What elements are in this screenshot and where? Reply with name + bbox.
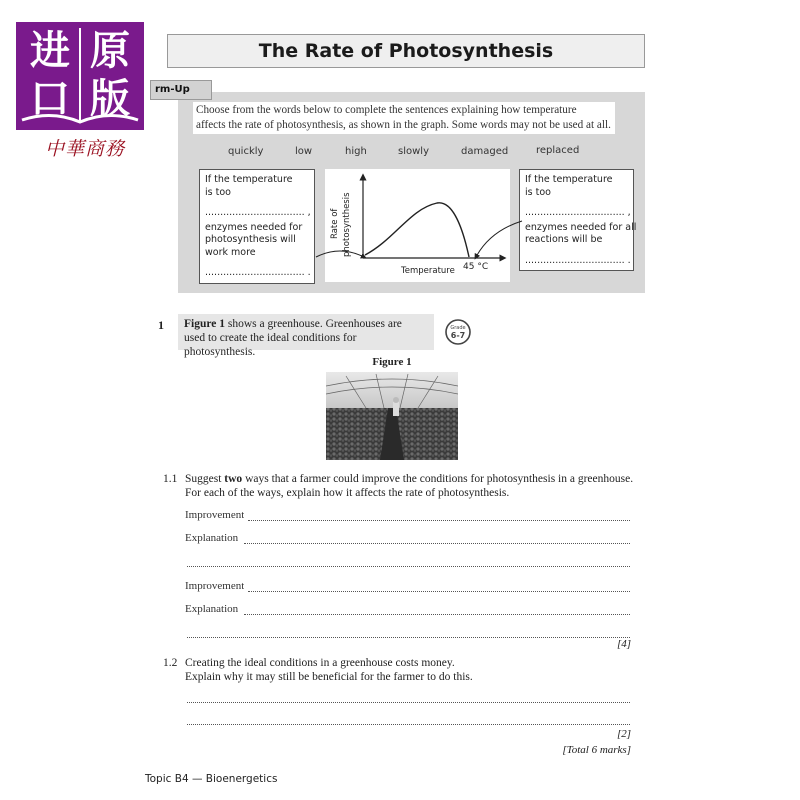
answer-blank[interactable]: ................................. . [205, 267, 311, 278]
word-option: high [345, 146, 367, 157]
logo-char: 原 [90, 28, 130, 74]
x-axis-label: Temperature [401, 266, 455, 276]
word-option: damaged [461, 146, 509, 157]
emphasis: two [224, 473, 243, 485]
subquestion-line: For each of the ways, explain how it affects the rate of photosynthesis. [185, 487, 510, 499]
book-icon [16, 22, 144, 130]
publisher-logo [16, 22, 144, 130]
box-line: is too [525, 186, 551, 198]
figure-ref: Figure 1 [184, 318, 225, 330]
y-axis-label: Rate of [330, 208, 340, 239]
subquestion-text: Suggest two ways that a farmer could improve the conditions for photosynthesis in a greenhouse. For each of the ways, explain how it affects the rate of photosynthesis. [185, 473, 634, 499]
page-title: The Rate of Photosynthesis [167, 34, 645, 68]
question-number: 1 [158, 318, 164, 332]
answer-blank[interactable]: ................................. , [205, 207, 311, 218]
instructions-line: Choose from the words below to complete the sentences explaining how temperature [196, 104, 577, 116]
box-line: enzymes needed for all [525, 221, 637, 233]
total-marks-label: [Total 6 marks] [562, 744, 631, 756]
figure-title: Figure 1 [372, 356, 412, 368]
box-line: work more [205, 246, 256, 258]
arrow-icon [476, 221, 522, 257]
connector-arrows [300, 215, 540, 275]
peak-temperature-label: 45 °C [463, 262, 489, 272]
answer-line[interactable] [244, 614, 630, 615]
answer-line[interactable] [187, 702, 630, 703]
box-line: If the temperature [525, 174, 613, 185]
box-line: is too [205, 186, 231, 198]
intro-text: shows a greenhouse. Greenhouses are [225, 318, 402, 330]
answer-line[interactable] [248, 520, 630, 521]
answer-line[interactable] [187, 724, 630, 725]
answer-line[interactable] [244, 543, 630, 544]
logo-char: 版 [90, 76, 130, 122]
warmup-tab: rm-Up [150, 80, 212, 100]
intro-text: used to create the ideal conditions for photosynthesis. [184, 332, 357, 358]
grade-value: 6-7 [450, 331, 466, 340]
word-option: slowly [398, 146, 429, 157]
question-intro [178, 314, 434, 358]
logo-tagline: 中華商務 [44, 138, 125, 160]
arrow-icon [316, 251, 364, 257]
marks-label: [4] [616, 638, 631, 650]
page-footer: Topic B4 — Bioenergetics [145, 773, 278, 785]
box-line: enzymes needed for [205, 221, 303, 233]
instructions-line: affects the rate of photosynthesis, as shown in the graph. Some words may not be used at all. [196, 119, 611, 131]
word-option: replaced [536, 145, 580, 156]
y-axis-label: photosynthesis [342, 192, 352, 257]
answer-blank[interactable]: ................................. , [525, 207, 631, 218]
subquestion-line: Explain why it may still be beneficial for the farmer to do this. [185, 671, 473, 683]
left-sentence-box [199, 169, 315, 284]
subquestion-number: 1.1 [163, 473, 178, 485]
logo-char: 口 [30, 76, 70, 122]
grade-badge-icon [444, 318, 472, 346]
logo-char: 进 [30, 28, 70, 74]
answer-blank[interactable]: ................................. . [525, 254, 631, 266]
word-option: low [295, 146, 313, 157]
improvement-label: Improvement [185, 580, 245, 592]
explanation-label: Explanation [185, 532, 239, 544]
box-line: photosynthesis will [205, 234, 296, 245]
box-line: If the temperature [205, 174, 293, 185]
word-option: quickly [228, 146, 264, 157]
answer-line[interactable] [187, 566, 630, 567]
subquestion-line: Creating the ideal conditions in a greenhouse costs money. [185, 657, 455, 669]
box-line: reactions will be [525, 234, 603, 245]
answer-line[interactable] [248, 591, 630, 592]
explanation-label: Explanation [185, 603, 239, 615]
improvement-label: Improvement [185, 509, 245, 521]
grade-label: Grade [450, 325, 466, 331]
warmup-instructions [193, 102, 615, 134]
subquestion-number: 1.2 [163, 657, 178, 669]
greenhouse-photo [326, 372, 458, 460]
marks-label: [2] [616, 728, 631, 740]
subquestion-text [185, 656, 635, 684]
